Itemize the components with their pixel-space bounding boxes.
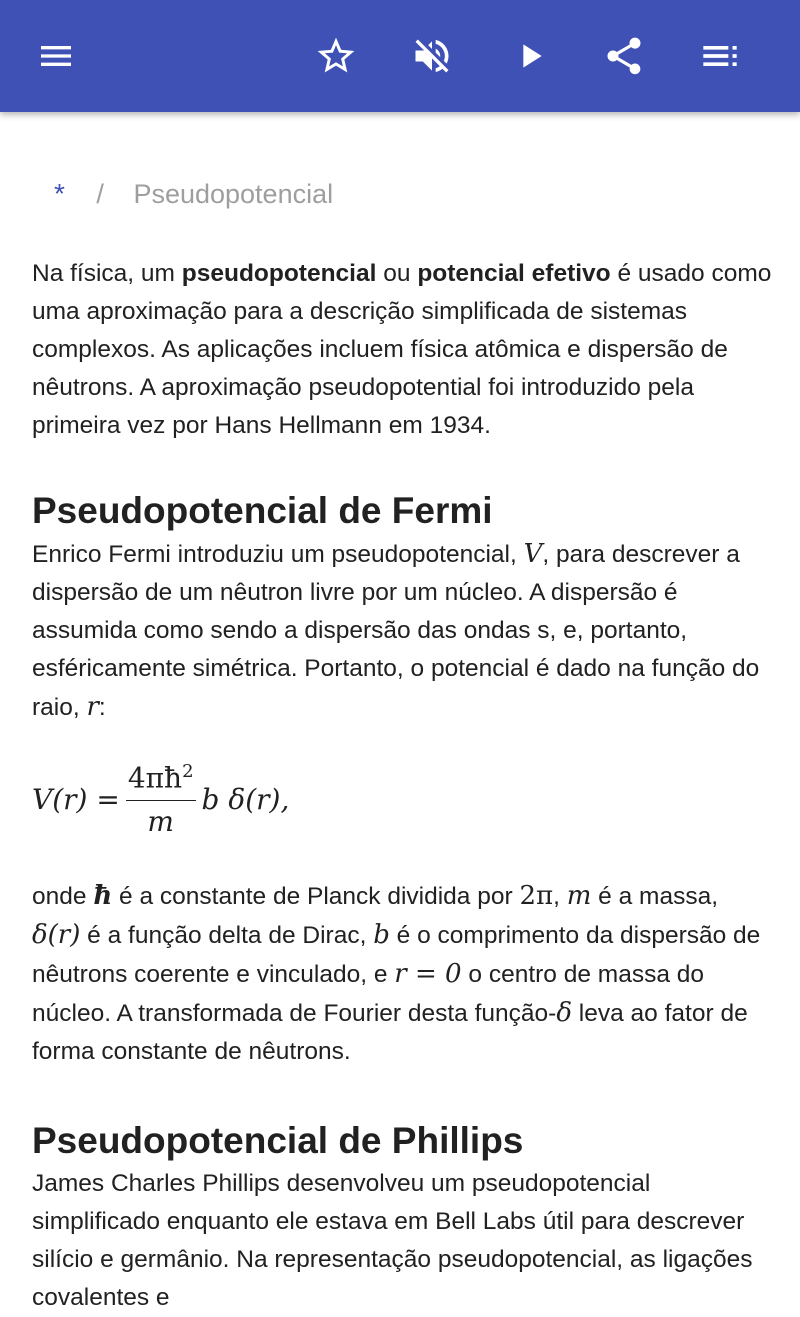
math-delta: δ: [556, 998, 572, 1028]
toc-button[interactable]: [692, 28, 748, 84]
mute-button[interactable]: [404, 28, 460, 84]
breadcrumb-separator: /: [96, 179, 104, 209]
volume-off-icon: [410, 34, 454, 78]
star-outline-icon: [314, 34, 358, 78]
breadcrumb-home-link[interactable]: *: [54, 178, 65, 209]
playlist-icon: [700, 36, 740, 76]
breadcrumb: [54, 178, 333, 210]
math-delta-r: δ(r): [32, 920, 81, 950]
formula-lhs: V(r) =: [32, 783, 120, 817]
math-r-equals-0: r = 0: [394, 959, 462, 989]
share-icon: [602, 34, 646, 78]
menu-icon: [36, 36, 76, 76]
fermi-definitions-paragraph: onde ħ é a constante de Planck dividida por 2π, m é a massa, δ(r) é a função delta de Dirac, b é o comprimento da dispersão de nêutrons coerente e vinculado, e r = 0 o centro de massa do núcleo. A transformada de Fourier desta função-δ leva ao fator de forma constante de nêutrons.: [32, 881, 761, 1065]
section-heading-fermi: Pseudopotencial de Fermi: [32, 490, 493, 531]
math-hbar: ħ: [93, 881, 113, 911]
intro-paragraph: Na física, um pseudopotencial ou potencial efetivo é usado como uma aproximação para a descrição simplificada de sistemas complexos. As aplicações incluem física atômica e dispersão de nêutrons. A aproximação pseudopotential foi introduzido pela primeira vez por Hans Hellmann em 1934.: [32, 260, 772, 439]
article-view[interactable]: [0, 112, 800, 1311]
math-b: b: [373, 920, 390, 950]
section-heading-phillips: Pseudopotencial de Phillips: [32, 1120, 524, 1161]
play-icon: [510, 36, 550, 76]
formula-numerator: $4\pi ħ^2$: [126, 761, 196, 801]
breadcrumb-current: Pseudopotencial: [133, 179, 334, 209]
app-toolbar: [0, 0, 800, 112]
fermi-formula: [32, 761, 289, 838]
math-2pi: 2π: [519, 881, 554, 911]
formula-rhs: b δ(r),: [201, 783, 290, 817]
term-pseudopotencial: pseudopotencial: [181, 260, 377, 287]
fermi-formula-block: [32, 727, 772, 877]
math-V: V: [523, 539, 543, 569]
term-potencial-efetivo: potencial efetivo: [417, 260, 611, 287]
math-r: r: [86, 692, 99, 722]
article-body: [32, 255, 772, 1317]
fermi-paragraph: Enrico Fermi introduziu um pseudopotencial, V, para descrever a dispersão de um nêutron livre por um núcleo. A dispersão é assumida como sendo a dispersão das ondas s, e, portanto, esféricamente simétrica. Portanto, o potencial é dado na função do raio, r:: [32, 539, 760, 722]
favorite-button[interactable]: [308, 28, 364, 84]
play-button[interactable]: [502, 28, 558, 84]
share-button[interactable]: [596, 28, 652, 84]
menu-button[interactable]: [28, 28, 84, 84]
phillips-paragraph: James Charles Phillips desenvolveu um pseudopotencial simplificado enquanto ele estava em Bell Labs útil para descrever silício e germânio. Na representação pseudopotencial, as ligações covalentes e: [32, 1170, 753, 1311]
formula-denominator: m: [147, 805, 174, 839]
math-m: m: [566, 881, 592, 911]
formula-fraction: [126, 761, 196, 838]
